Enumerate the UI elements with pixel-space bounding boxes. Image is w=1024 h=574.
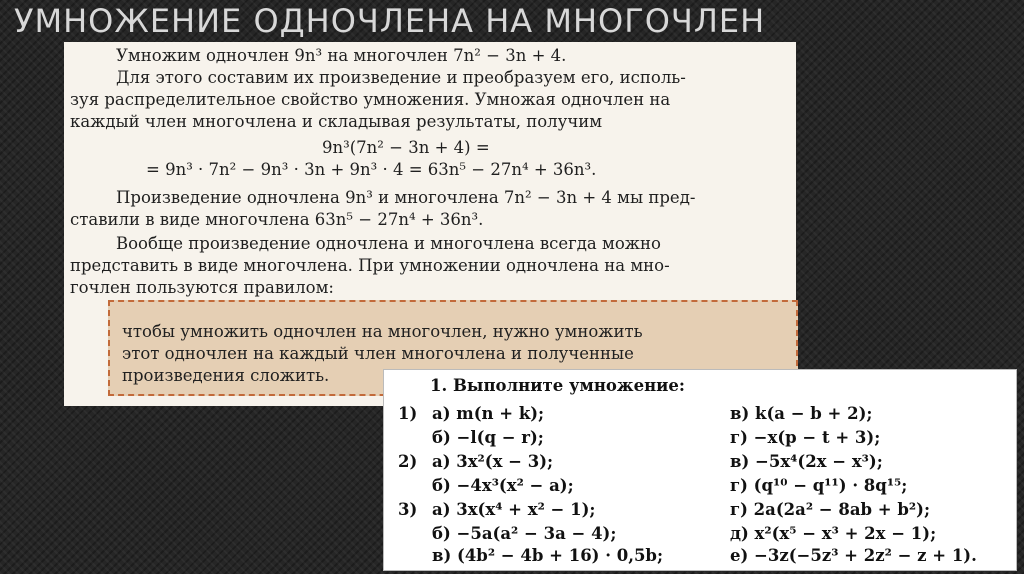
- task-item: а) 3x(x⁴ + x² − 1);: [432, 500, 596, 519]
- task-item: а) m(n + k);: [432, 404, 545, 423]
- text-line: зуя распределительное свойство умножения. Умножая одночлен на: [70, 90, 671, 109]
- group-number: 3): [398, 500, 418, 519]
- text-line: представить в виде многочлена. При умножении одночлена на мно-: [70, 256, 670, 275]
- rule-line: этот одночлен на каждый член многочлена и полученные: [122, 344, 634, 363]
- task-item: д) x²(x⁵ − x³ + 2x − 1);: [730, 524, 937, 543]
- text-line: Вообще произведение одночлена и многочлена всегда можно: [116, 234, 661, 253]
- task-item: в) (4b² − 4b + 16) · 0,5b;: [432, 546, 664, 565]
- formula-line: = 9n³ · 7n² − 9n³ · 3n + 9n³ · 4 = 63n⁵ − 27n⁴ + 36n³.: [146, 160, 597, 179]
- group-number: 1): [398, 404, 418, 423]
- text-line: гочлен пользуются правилом:: [70, 278, 334, 297]
- task-item: а) 3x²(x − 3);: [432, 452, 554, 471]
- task-item: г) (q¹⁰ − q¹¹) · 8q¹⁵;: [730, 476, 908, 495]
- task-item: в) −5x⁴(2x − x³);: [730, 452, 883, 471]
- task-item: е) −3z(−5z³ + 2z² − z + 1).: [730, 546, 977, 565]
- task-item: г) 2a(2a² − 8ab + b²);: [730, 500, 931, 519]
- task-item: в) k(a − b + 2);: [730, 404, 873, 423]
- text-line: ставили в виде многочлена 63n⁵ − 27n⁴ + 36n³.: [70, 210, 484, 229]
- formula-line: 9n³(7n² − 3n + 4) =: [322, 138, 490, 157]
- exercise-title: 1. Выполните умножение:: [430, 376, 685, 395]
- rule-line: произведения сложить.: [122, 366, 330, 385]
- text-line: каждый член многочлена и складывая результаты, получим: [70, 112, 603, 131]
- rule-line: чтобы умножить одночлен на многочлен, нужно умножить: [122, 322, 643, 341]
- task-item: б) −4x³(x² − a);: [432, 476, 574, 495]
- textbook-page: [64, 42, 796, 406]
- task-item: б) −5a(a² − 3a − 4);: [432, 524, 617, 543]
- text-line: Произведение одночлена 9n³ и многочлена 7n² − 3n + 4 мы пред-: [116, 188, 696, 207]
- text-line: Для этого составим их произведение и преобразуем его, исполь-: [116, 68, 686, 87]
- slide-title: УМНОЖЕНИЕ ОДНОЧЛЕНА НА МНОГОЧЛЕН: [14, 2, 766, 40]
- text-line: Умножим одночлен 9n³ на многочлен 7n² − 3n + 4.: [116, 46, 567, 65]
- group-number: 2): [398, 452, 418, 471]
- task-item: б) −l(q − r);: [432, 428, 544, 447]
- task-item: г) −x(p − t + 3);: [730, 428, 881, 447]
- exercise-card: [383, 369, 1017, 571]
